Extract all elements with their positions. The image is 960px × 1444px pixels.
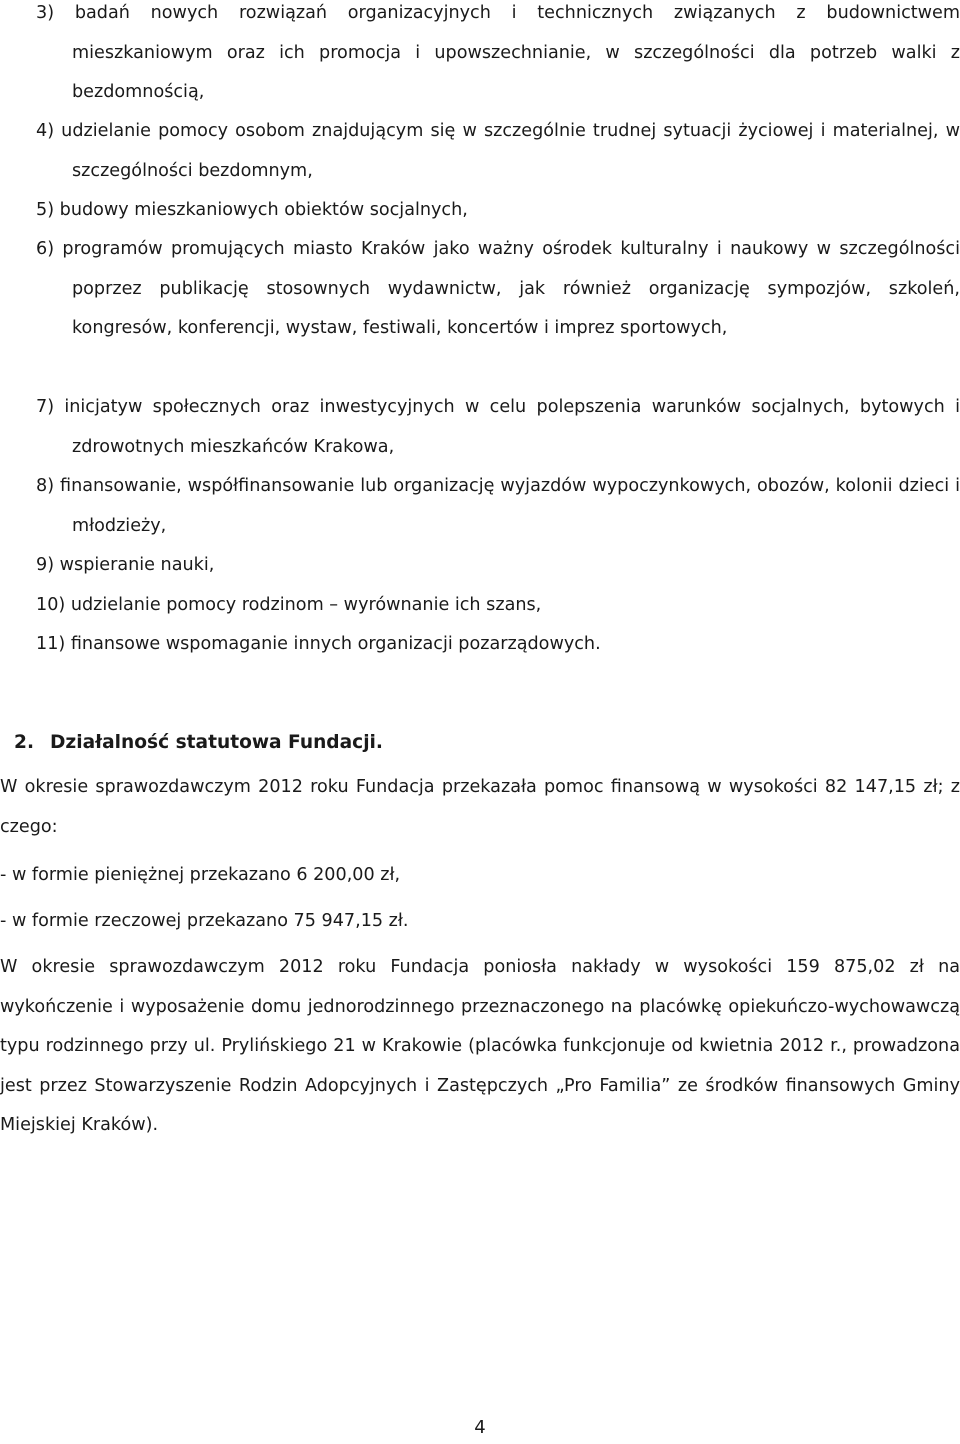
paragraph-expenditures: W okresie sprawozdawczym 2012 roku Fundacja poniosła nakłady w wysokości 159 875,02 zł na wykończenie i wyposażenie domu jednorodzinnego przeznaczonego na placówkę opiekuńczo-wychowawczą typu rodzinnego przy ul. Prylińskiego 21 w Krakowie (placówka funkcjonuje od kwietnia 2012 r., prowadzona jest przez Stowarzyszenie Rodzin Adopcyjnych i Zastępczych „Pro Familia” ze środków finansowych Gminy Miejskiej Kraków). <box>0 957 960 1135</box>
list-item-10: 10) udzielanie pomocy rodzinom – wyrównanie ich szans, <box>36 595 542 615</box>
section-number: 2. <box>14 732 35 753</box>
section-heading <box>14 726 383 760</box>
section-title: Działalność statutowa Fundacji. <box>50 732 383 753</box>
paragraph-in-kind-aid: - w formie rzeczowej przekazano 75 947,15 zł. <box>0 911 409 931</box>
list-item-6: 6) programów promujących miasto Kraków jako ważny ośrodek kulturalny i naukowy w szczególności poprzez publikację stosownych wydawnictw, jak również organizację sympozjów, szkoleń, kongresów, konferencji, wystaw, festiwali, koncertów i imprez sportowych, <box>36 239 960 338</box>
list-item-3: 3) badań nowych rozwiązań organizacyjnych i technicznych związanych z budownictwem mieszkaniowym oraz ich promocja i upowszechnianie, w szczególności dla potrzeb walki z bezdomnością, <box>36 3 960 102</box>
page-number: 4 <box>474 1417 486 1438</box>
list-item-9: 9) wspieranie nauki, <box>36 555 215 575</box>
list-item-7: 7) inicjatyw społecznych oraz inwestycyjnych w celu polepszenia warunków socjalnych, bytowych i zdrowotnych mieszkańców Krakowa, <box>36 397 960 457</box>
list-item-8: 8) finansowanie, współfinansowanie lub organizację wyjazdów wypoczynkowych, obozów, kolonii dzieci i młodzieży, <box>36 476 960 536</box>
list-item-5: 5) budowy mieszkaniowych obiektów socjalnych, <box>36 200 468 220</box>
paragraph-aid-summary: W okresie sprawozdawczym 2012 roku Fundacja przekazała pomoc finansową w wysokości 82 147,15 zł; z czego: <box>0 777 960 837</box>
list-item-4: 4) udzielanie pomocy osobom znajdującym się w szczególnie trudnej sytuacji życiowej i materialnej, w szczególności bezdomnym, <box>36 121 960 181</box>
paragraph-cash-aid: - w formie pieniężnej przekazano 6 200,00 zł, <box>0 865 401 885</box>
list-item-11: 11) finansowe wspomaganie innych organizacji pozarządowych. <box>36 634 601 654</box>
